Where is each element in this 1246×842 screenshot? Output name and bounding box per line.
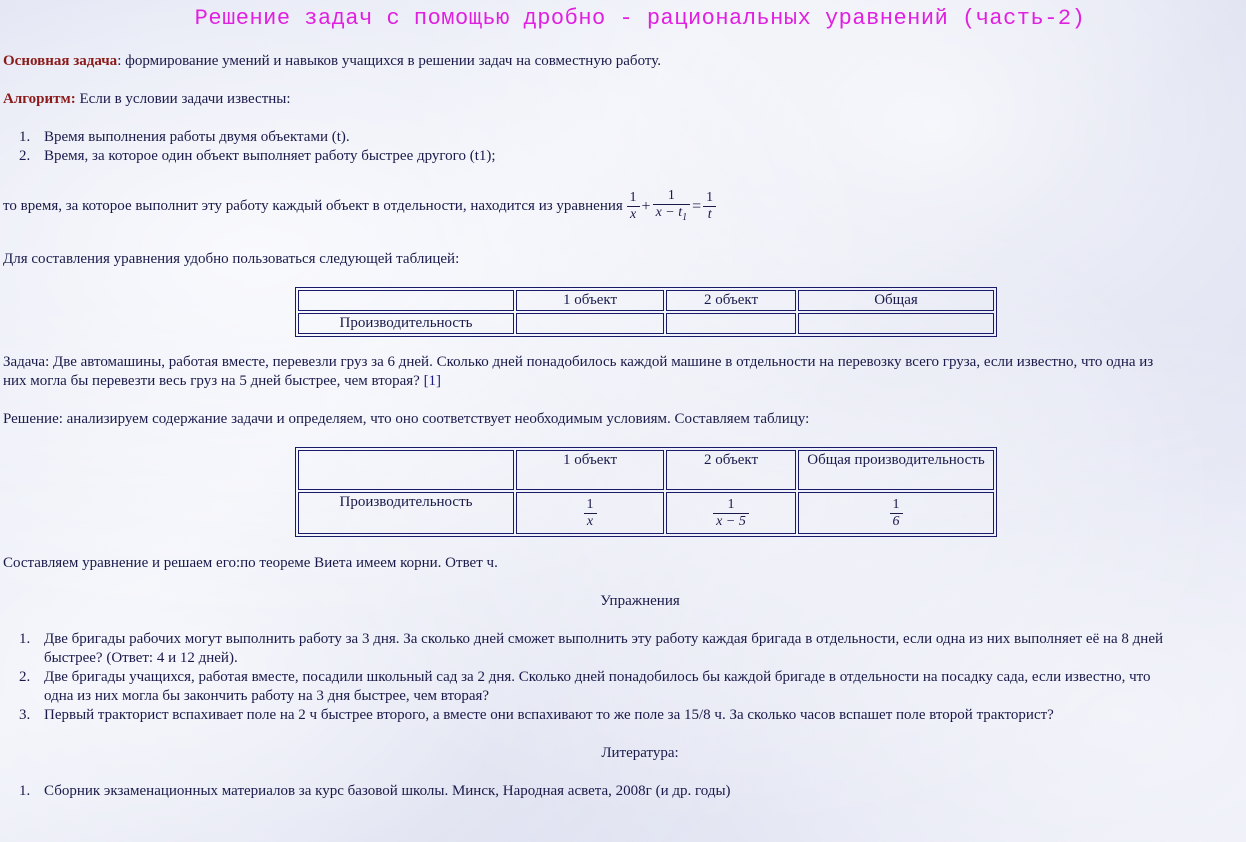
algorithm-label: Алгоритм: <box>3 91 76 107</box>
conclusion-text: то время, за которое выполнит эту работу каждый объект в отдельности, находится из уравнения <box>3 198 623 214</box>
fraction: $\frac{1}{x}$ <box>584 497 597 530</box>
list-item: 2. Время, за которое один объект выполняет работу быстрее другого (t1); <box>19 148 496 164</box>
fraction: $\frac{1}{x - t_1}$ <box>653 188 691 226</box>
page-title: Решение задач с помощью дробно - рациональных уравнений (часть-2) <box>194 6 1086 31</box>
fraction: $\frac{1}{x}$ <box>627 190 640 223</box>
list-item: 3. Первый тракторист вспахивает поле на 2 ч быстрее второго, а вместе они вспахивают то же поле за 15/8 ч. За сколько часов вспашет поле второй тракторист? <box>19 707 1054 723</box>
literature-list <box>19 782 731 801</box>
exercises-heading: Упражнения <box>600 593 680 609</box>
problem-text: Задача: Две автомашины, работая вместе, перевезли груз за 6 дней. Сколько дней понадобилось каждой машине в отдельности на перевозку всего груза, если известно, что одна из них могла бы перевезти весь груз на 5 дней быстрее, чем вторая? [1] <box>3 354 1154 389</box>
list-item: 1. Две бригады рабочих могут выполнить работу за 3 дня. За сколько дней сможет выполнить эту работу каждая бригада в отдельности, если одна из них выполняет её на 8 дней быстрее? (Ответ: 4 и 12 дней). <box>19 631 1164 666</box>
table-solution <box>295 447 997 537</box>
algorithm-conclusion <box>3 186 716 226</box>
fraction: $\frac{1}{6}$ <box>890 497 903 530</box>
main-task-label: Основная задача <box>3 53 118 69</box>
table-row: 1 объект 2 объект Общая производительность <box>298 450 994 490</box>
table-row: Производительность <box>298 313 994 334</box>
algorithm-list <box>19 128 496 166</box>
list-item: 1. Время выполнения работы двумя объектами (t). <box>19 129 350 145</box>
fraction: $\frac{1}{t}$ <box>703 190 716 223</box>
main-task-text: : формирование умений и навыков учащихся в решении задач на совместную работу. <box>117 53 661 69</box>
literature-heading: Литература: <box>601 745 679 761</box>
list-item: 2. Две бригады учащихся, работая вместе, посадили школьный сад за 2 дня. Сколько дней понадобилось бы каждой бригаде в отдельности на посадку сада, если известно, что одна из них могла бы закончить работу на 3 дня быстрее, чем вторая? <box>19 669 1151 704</box>
main-task-paragraph <box>3 52 661 71</box>
algorithm-text: Если в условии задачи известны: <box>75 91 291 107</box>
table-row: Производительность $\frac{1}{x}$ $\frac{1}{x - 5}$ $\frac{1}{6}$ <box>298 492 994 534</box>
algorithm-paragraph <box>3 90 291 109</box>
table-empty-template <box>295 287 997 337</box>
answer-text: Составляем уравнение и решаем его:по теореме Виета имеем корни. Ответ ч. <box>3 555 498 571</box>
table-intro: Для составления уравнения удобно пользоваться следующей таблицей: <box>3 251 460 267</box>
list-item: 1. Сборник экзаменационных материалов за курс базовой школы. Минск, Народная асвета, 2008г (и др. годы) <box>19 783 731 799</box>
fraction: $\frac{1}{x - 5}$ <box>713 497 749 530</box>
table-row: 1 объект 2 объект Общая <box>298 290 994 311</box>
solution-intro: Решение: анализируем содержание задачи и определяем, что оно соответствует необходимым условиям. Составляем таблицу: <box>3 411 810 427</box>
reference-link[interactable]: [1] <box>423 373 442 389</box>
exercises-list <box>19 630 1164 725</box>
equation-formula: $\frac{1}{x}$ + $\frac{1}{x - t_1}$ = $\frac{1}{t}$ <box>627 188 717 226</box>
